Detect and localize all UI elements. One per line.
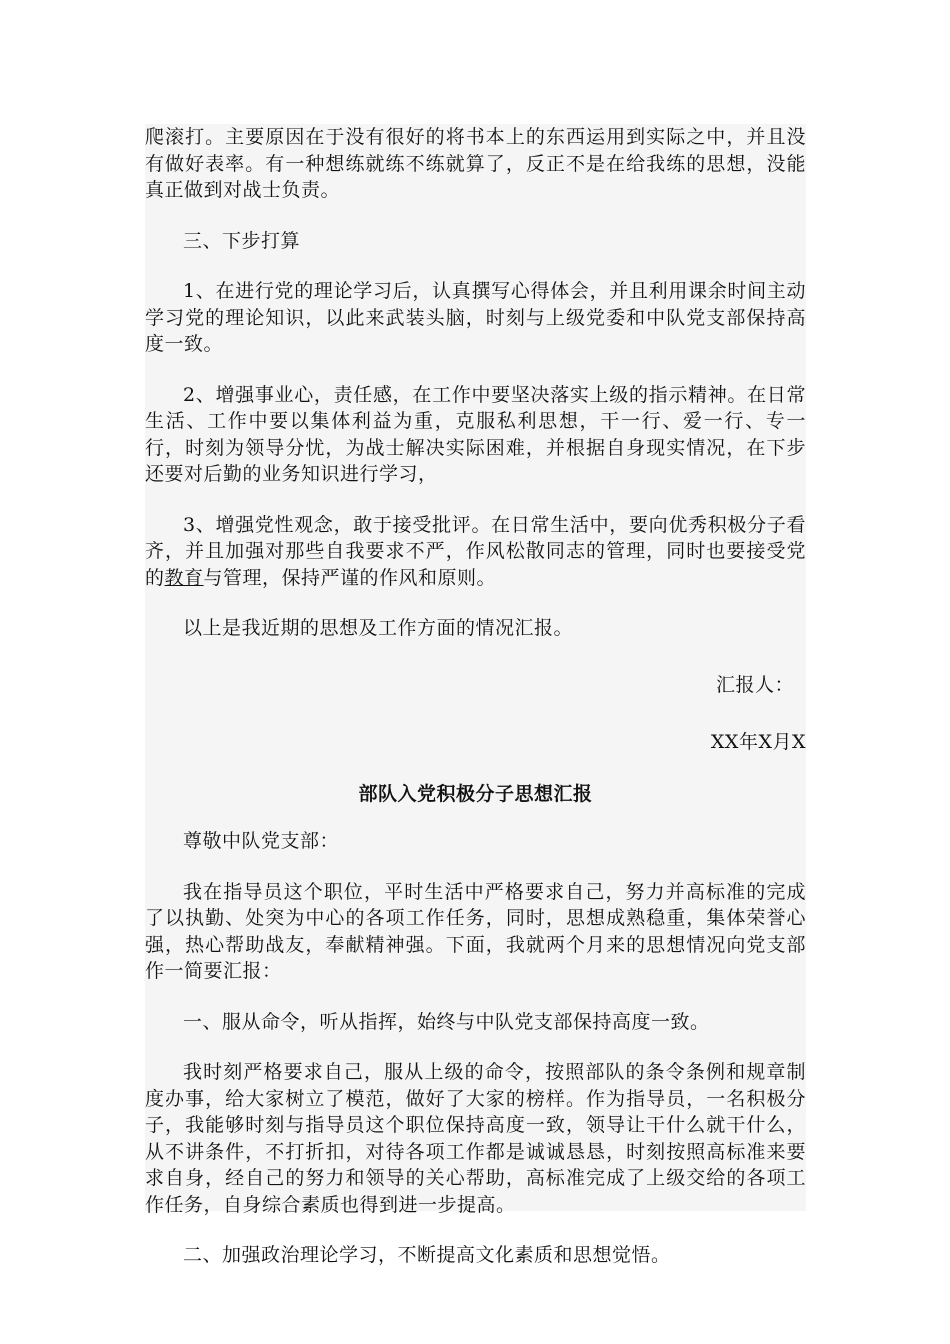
document-page [145, 124, 806, 1266]
paragraph-plan-3 [145, 512, 806, 592]
paragraph-obey-orders: 我时刻严格要求自己，服从上级的命令，按照部队的条令条例和规章制度办事，给大家树立了模范，做好了大家的榜样。作为指导员，一名积极分子，我能够时刻与指导员这个职位保持高度一致，领导让干什么就干什么，从不讲条件，不打折扣，对待各项工作都是诚诚恳恳，时刻按照高标准来要求自身，经自己的努力和领导的关心帮助，高标准完成了上级交给的各项工作任务，自身综合素质也得到进一步提高。 [145, 1061, 806, 1216]
section-heading-political-study: 二、加强政治理论学习，不断提高文化素质和思想觉悟。 [183, 1244, 671, 1266]
closing-statement: 以上是我近期的思想及工作方面的情况汇报。 [183, 617, 574, 639]
salutation: 尊敬中队党支部： [183, 830, 340, 852]
section-heading-next-steps: 三、下步打算 [183, 229, 301, 252]
paragraph-plan-3-text-b: 与管理，保持严谨的作风和原则。 [203, 566, 497, 589]
paragraph-plan-3-text-a: 3、增强党性观念，敢于接受批评。在日常生活中，要向优秀积极分子看齐，并且加强对那些自我要求不严，作风松散同志的管理，同时也要接受党的 [145, 513, 806, 589]
section-heading-obey-orders: 一、服从命令，听从指挥，始终与中队党支部保持高度一致。 [183, 1010, 710, 1033]
paragraph-plan-2: 2、增强事业心，责任感，在工作中要坚决落实上级的指示精神。在日常生活、工作中要以集体利益为重，克服私利思想，干一行、爱一行、专一行，时刻为领导分忧，为战士解决实际困难，并根据自身现实情况，在下步还要对后勤的业务知识进行学习， [145, 383, 806, 485]
document-title: 部队入党积极分子思想汇报 [358, 782, 593, 805]
report-date: XX年X月X [710, 731, 806, 753]
reporter-label: 汇报人： [715, 673, 794, 696]
paragraph-plan-1: 1、在进行党的理论学习后，认真撰写心得体会，并且利用课余时间主动学习党的理论知识，以此来武装头脑，时刻与上级党委和中队党支部保持高度一致。 [145, 280, 806, 355]
education-link[interactable]: 教育 [164, 566, 204, 589]
paragraph-intro: 我在指导员这个职位，平时生活中严格要求自己，努力并高标准的完成了以执勤、处突为中心的各项工作任务，同时，思想成熟稳重，集体荣誉心强，热心帮助战友，奉献精神强。下面，我就两个月来的思想情况向党支部作一简要汇报： [145, 880, 806, 982]
paragraph-continued: 爬滚打。主要原因在于没有很好的将书本上的东西运用到实际之中，并且没有做好表率。有一种想练就练不练就算了，反正不是在给我练的思想，没能真正做到对战士负责。 [145, 126, 806, 201]
